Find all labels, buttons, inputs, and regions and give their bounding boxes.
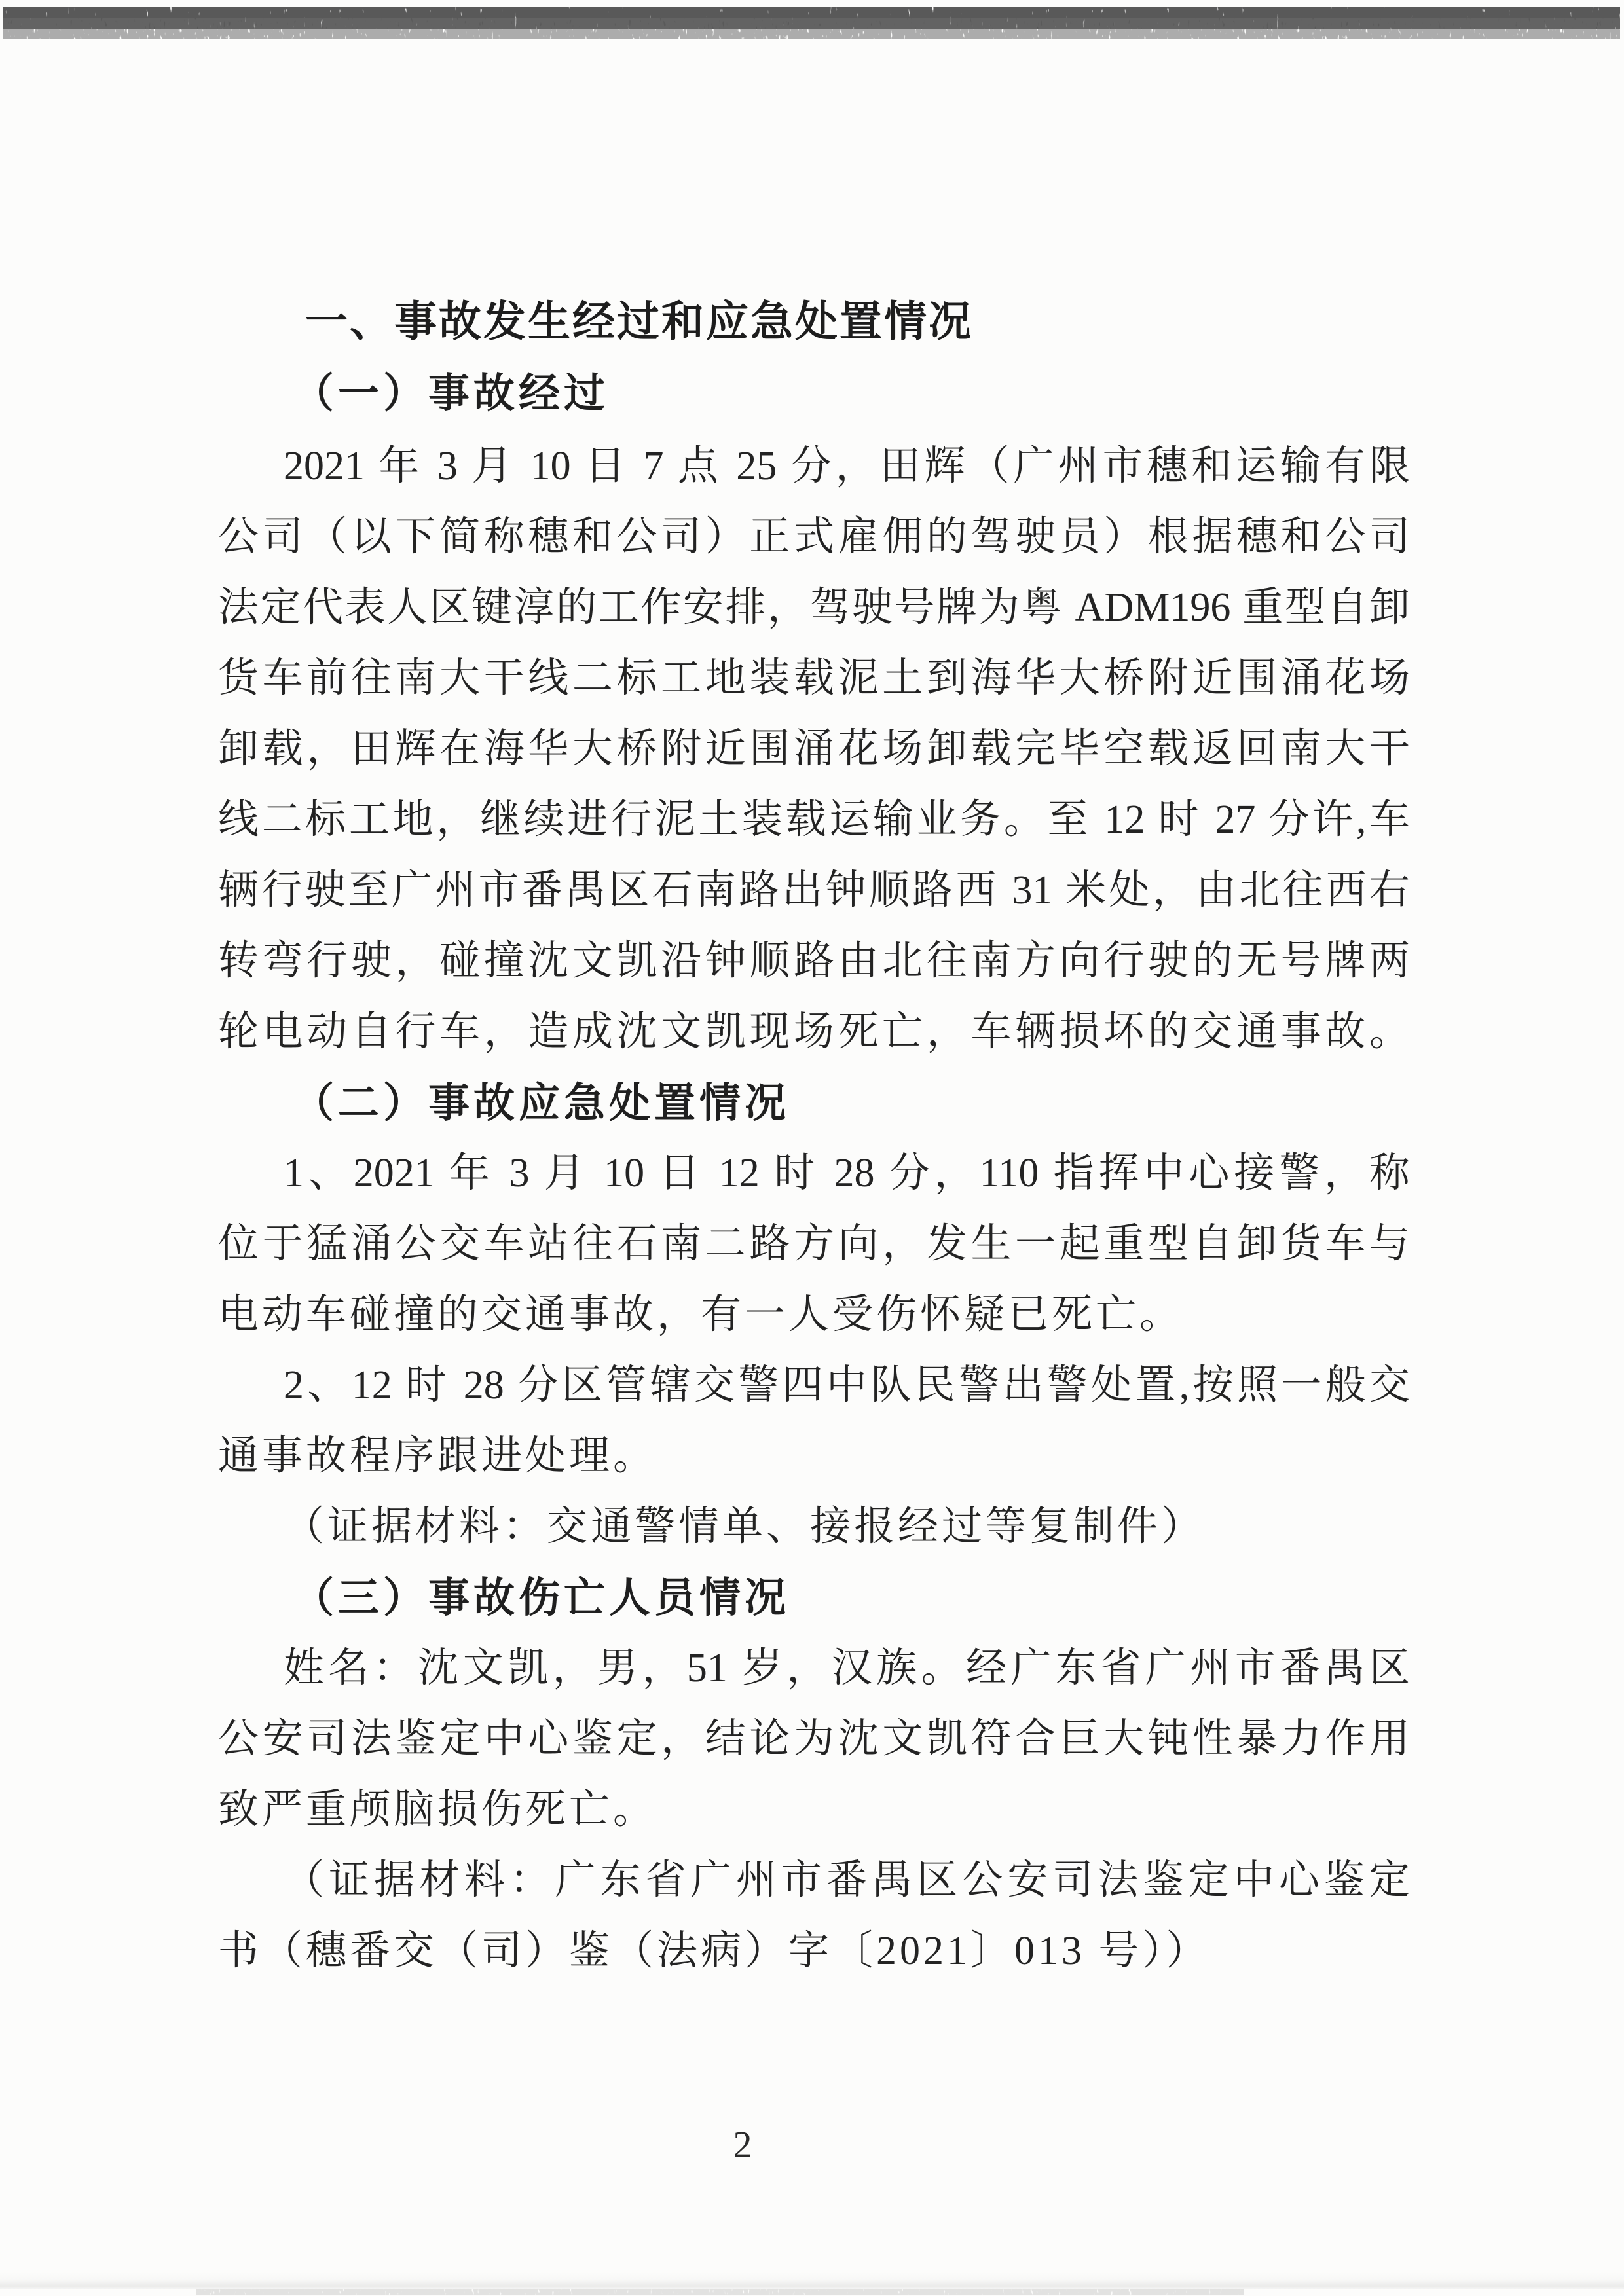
evidence-note-line: （证据材料：交通警情单、接报经过等复制件） (284, 1504, 1206, 1549)
body-line: 致严重颅脑损伤死亡。 (218, 1787, 657, 1832)
body-line: 公安司法鉴定中心鉴定，结论为沈文凯符合巨大钝性暴力作用 (218, 1717, 1410, 1761)
scan-noise-bottom-specks (196, 2289, 1244, 2295)
body-line: 电动车碰撞的交通事故，有一人受伤怀疑已死亡。 (218, 1292, 1184, 1337)
subsection-2-heading: （二）事故应急处置情况 (293, 1080, 790, 1126)
body-line: 货车前往南大干线二标工地装载泥土到海华大桥附近围涌花场 (218, 656, 1410, 701)
scan-noise-top (3, 5, 1620, 39)
body-line: 辆行驶至广州市番禺区石南路出钟顺路西 31 米处，由北往西右 (218, 868, 1410, 913)
subsection-3-heading: （三）事故伤亡人员情况 (293, 1575, 790, 1621)
body-line: 卸载，田辉在海华大桥附近围涌花场卸载完毕空载返回南大干 (218, 727, 1410, 771)
body-line: 2、12 时 28 分区管辖交警四中队民警出警处置,按照一般交 (284, 1363, 1410, 1408)
body-line: 姓名：沈文凯，男，51 岁，汉族。经广东省广州市番禺区 (284, 1646, 1410, 1690)
body-line: 线二标工地，继续进行泥土装载运输业务。至 12 时 27 分许,车 (218, 797, 1410, 842)
body-line: 2021 年 3 月 10 日 7 点 25 分，田辉（广州市穗和运输有限 (284, 444, 1410, 488)
body-line: 轮电动自行车，造成沈文凯现场死亡，车辆损坏的交通事故。 (218, 1010, 1410, 1054)
evidence-note-line: 书（穗番交（司）鉴（法病）字〔2021〕013 号）） (218, 1929, 1210, 1973)
body-line: 法定代表人区键淳的工作安排，驾驶号牌为粤 ADM196 重型自卸 (218, 585, 1410, 630)
body-line: 1、2021 年 3 月 10 日 12 时 28 分，110 指挥中心接警，称 (284, 1151, 1410, 1195)
body-line: 公司（以下简称穗和公司）正式雇佣的驾驶员）根据穗和公司 (218, 515, 1410, 559)
section-1-title: 一、事故发生经过和应急处置情况 (305, 297, 974, 345)
body-line: 转弯行驶，碰撞沈文凯沿钟顺路由北往南方向行驶的无号牌两 (218, 939, 1410, 983)
page-number: 2 (733, 2123, 752, 2166)
body-line: 通事故程序跟进处理。 (218, 1434, 657, 1478)
body-line: 位于猛涌公交车站往石南二路方向，发生一起重型自卸货车与 (218, 1222, 1410, 1266)
subsection-1-heading: （一）事故经过 (293, 371, 609, 416)
evidence-note-line: （证据材料：广东省广州市番禺区公安司法鉴定中心鉴定 (284, 1858, 1410, 1903)
scan-noise-bottom-band (0, 2272, 1624, 2289)
